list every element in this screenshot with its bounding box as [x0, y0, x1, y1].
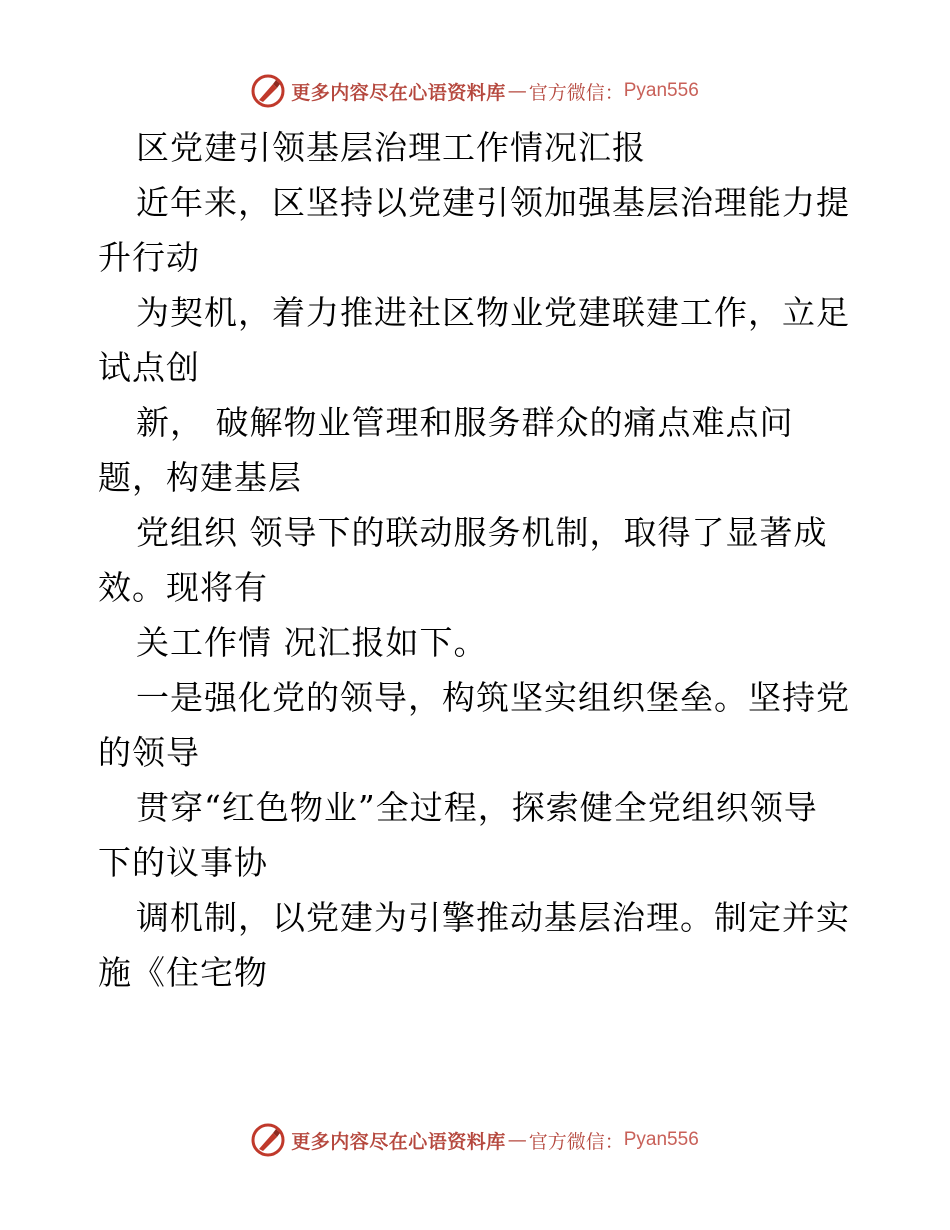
pen-logo-icon	[251, 74, 285, 108]
watermark-separator: —	[507, 80, 527, 102]
footer-watermark	[0, 1120, 950, 1160]
watermark-label: 官方微信：	[528, 81, 624, 104]
text-line: 试点创	[98, 348, 200, 387]
watermark-account: Pyan556	[623, 80, 699, 101]
pen-logo-icon	[251, 1123, 285, 1157]
text-line: 效。现将有	[98, 568, 268, 607]
text-line: 新， 破解物业管理和服务群众的痛点难点问	[136, 403, 794, 442]
document-body	[98, 120, 858, 1000]
text-line: 调机制，以党建为引擎推动基层治理。制定并实	[136, 898, 850, 937]
watermark-title: 更多内容尽在心语资料库	[291, 1130, 506, 1153]
document-title: 区党建引领基层治理工作情况汇报	[136, 128, 646, 167]
watermark-label: 官方微信：	[528, 1130, 624, 1153]
text-line: 施《住宅物	[98, 953, 268, 992]
watermark-account: Pyan556	[623, 1129, 699, 1150]
text-line: 下的议事协	[98, 843, 268, 882]
text-line: 一是强化党的领导，构筑坚实组织堡垒。坚持党	[136, 678, 850, 717]
text-line: 为契机，着力推进社区物业党建联建工作，立足	[136, 293, 850, 332]
text-line: 升行动	[98, 238, 200, 277]
text-line: 的领导	[98, 733, 200, 772]
text-line: 党组织 领导下的联动服务机制，取得了显著成	[136, 513, 828, 552]
text-line: 贯穿“红色物业”全过程，探索健全党组织领导	[136, 788, 818, 827]
watermark-separator: —	[507, 1129, 527, 1151]
text-line: 关工作情 况汇报如下。	[136, 623, 488, 662]
header-watermark	[0, 71, 950, 111]
text-line: 题，构建基层	[98, 458, 302, 497]
text-line: 近年来，区坚持以党建引领加强基层治理能力提	[136, 183, 850, 222]
watermark-title: 更多内容尽在心语资料库	[291, 81, 506, 104]
